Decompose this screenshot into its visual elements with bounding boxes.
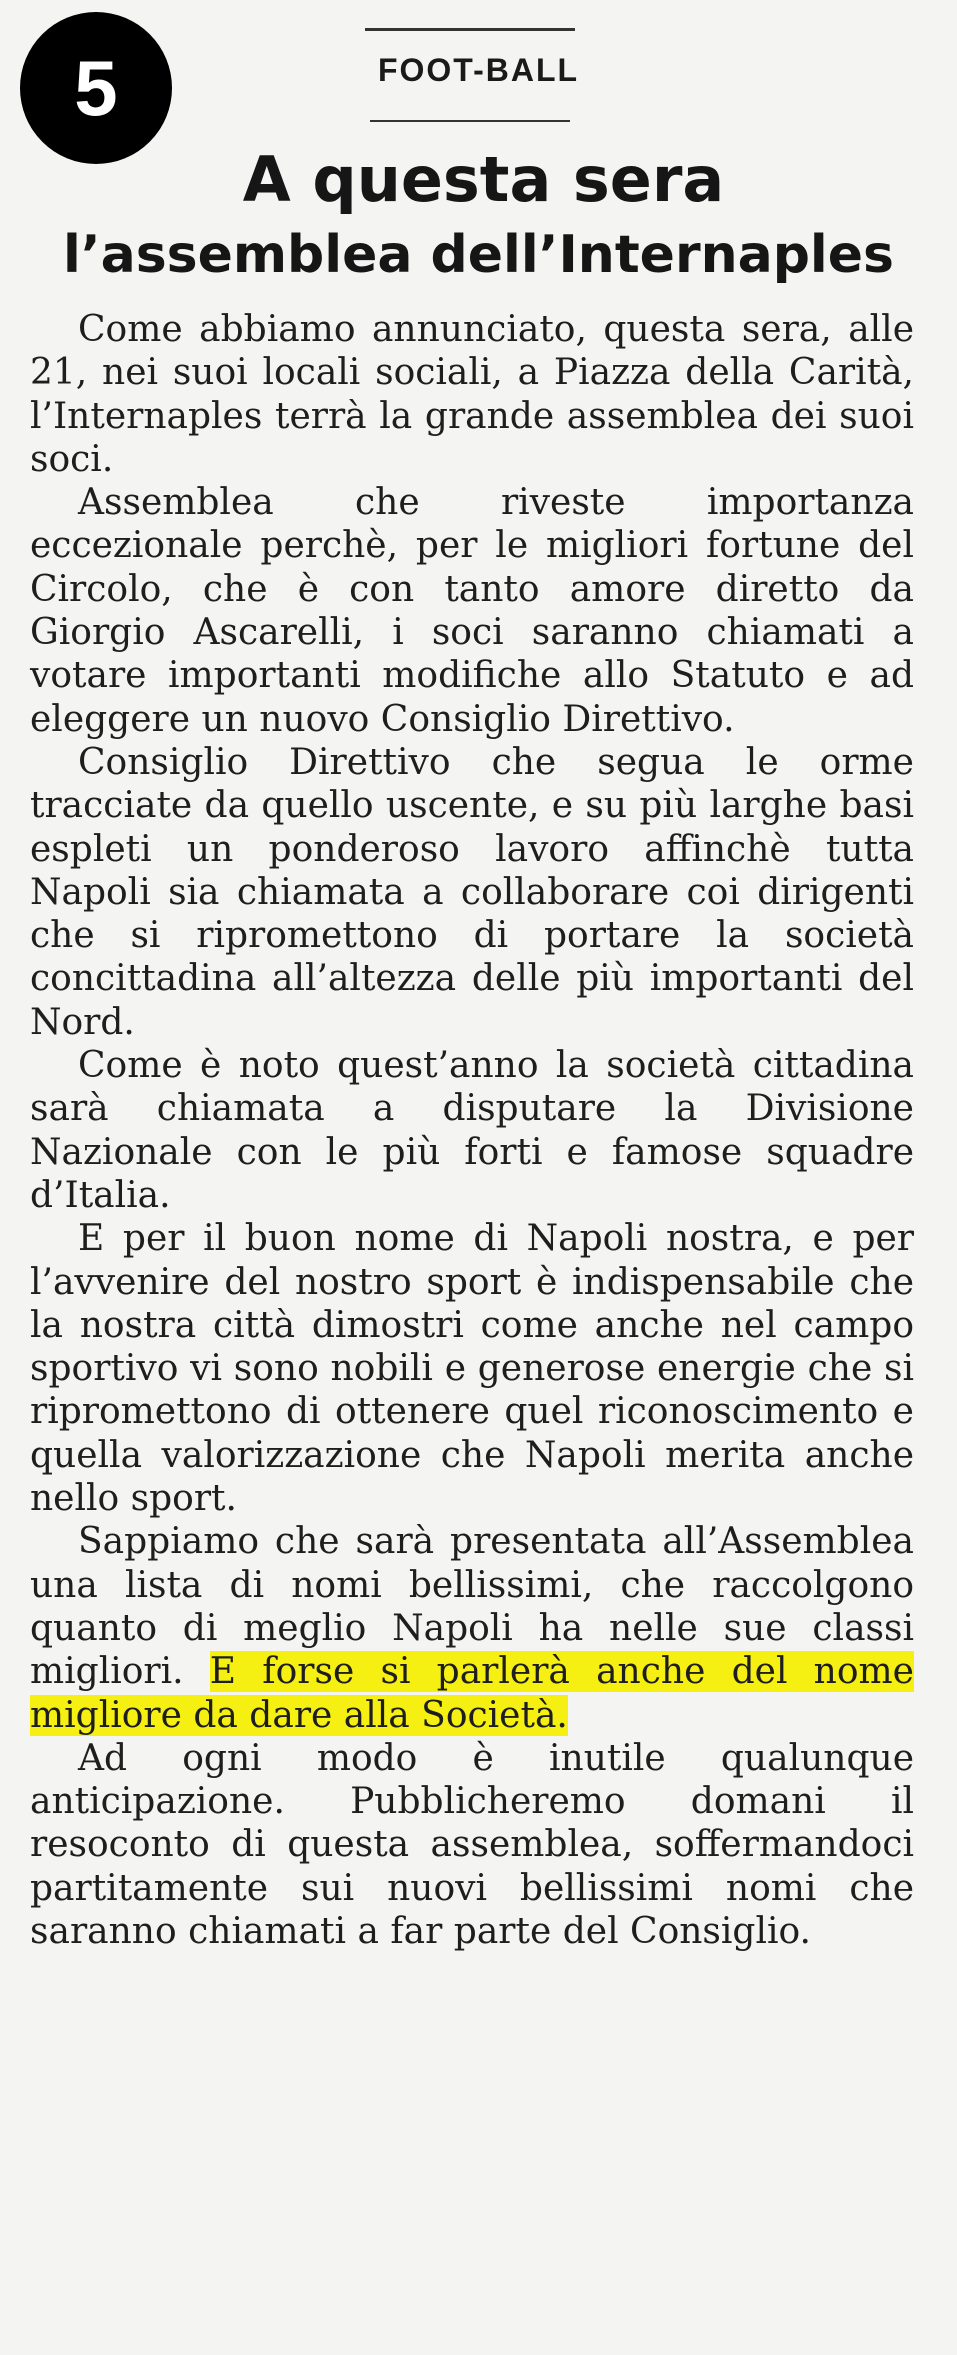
paragraph: Consiglio Direttivo che segua le orme tracciate da quello uscente, e su più larghe basi espleti un ponderoso lavoro affinchè tutta Napoli sia chiamata a collaborare coi dirigenti che si ripromettono di portare la società concittadina all’altezza delle più importanti del Nord. xyxy=(30,741,914,1043)
bottom-rule xyxy=(370,120,570,122)
paragraph xyxy=(30,1520,914,1736)
article-body xyxy=(30,308,914,1953)
top-rule xyxy=(365,28,575,31)
headline-main: A questa sera xyxy=(242,143,725,216)
headline-sub: l’assemblea dell’Internaples xyxy=(63,225,894,285)
paragraph-text: Sappiamo che sarà presentata all’Assemblea una lista di nomi bellissimi, che raccolgono quanto di meglio Napoli ha nelle sue classi migliori. xyxy=(30,1521,914,1693)
paragraph: Come abbiamo annunciato, questa sera, alle 21, nei suoi locali sociali, a Piazza della Carità, l’Internaples terrà la grande assemblea dei suoi soci. xyxy=(30,309,914,480)
highlighted-sentence: E forse si parlerà anche del nome migliore da dare alla Società. xyxy=(30,1651,914,1736)
paragraph: Assemblea che riveste importanza eccezionale perchè, per le migliori fortune del Circolo, che è con tanto amore diretto da Giorgio Ascarelli, i soci saranno chiamati a votare importanti modifiche allo Statuto e ad eleggere un nuovo Consiglio Direttivo. xyxy=(30,482,914,740)
paragraph: Come è noto quest’anno la società cittadina sarà chiamata a disputare la Divisione Nazionale con le più forti e famose squadre d’Italia. xyxy=(30,1045,914,1216)
paragraph: Ad ogni modo è inutile qualunque anticipazione. Pubblicheremo domani il resoconto di questa assemblea, soffermandoci partitamente sui nuovi bellissimi nomi che saranno chiamati a far parte del Consiglio. xyxy=(30,1737,914,1952)
number-badge: 5 xyxy=(20,12,172,164)
section-label: FOOT-BALL xyxy=(377,52,580,88)
paragraph: E per il buon nome di Napoli nostra, e per l’avvenire del nostro sport è indispensabile che la nostra città dimostri come anche nel campo sportivo vi sono nobili e generose energie che si ripromettono di ottenere quel riconoscimento e quella valorizzazione che Napoli merita anche nello sport. xyxy=(30,1218,914,1520)
